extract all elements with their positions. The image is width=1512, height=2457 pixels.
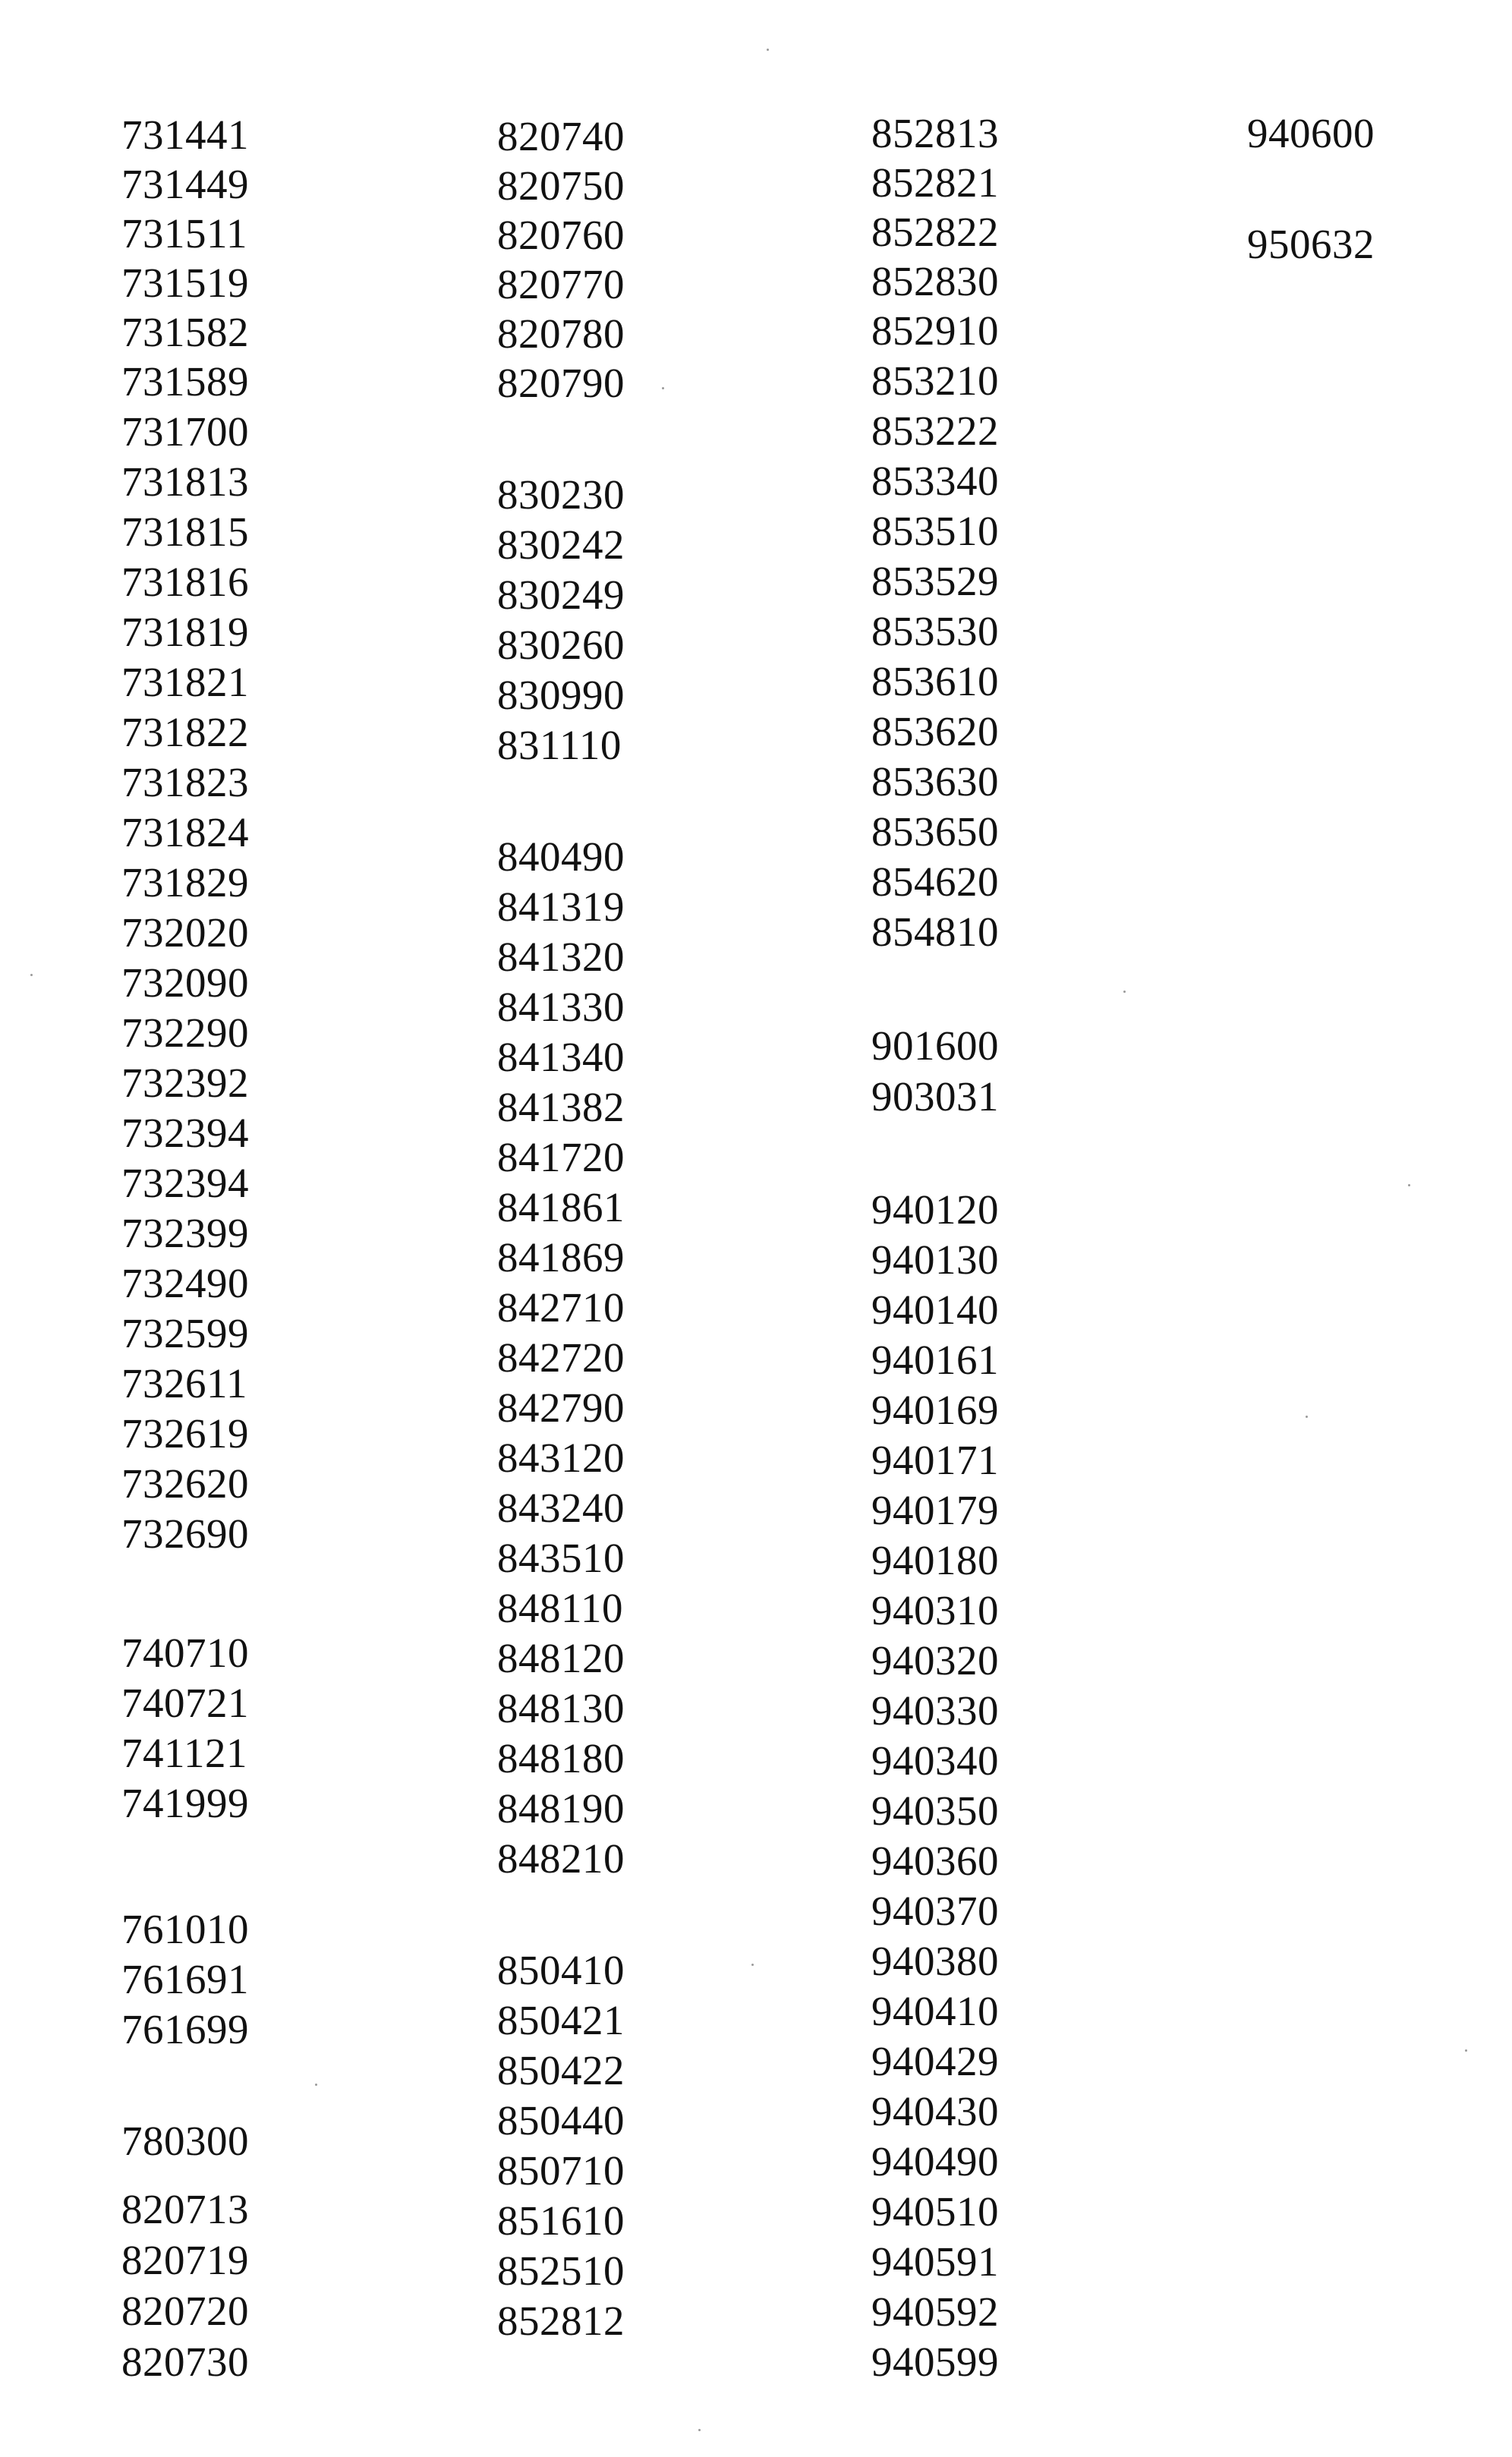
code-column-4 [1247,0,1498,2457]
list-item: 940592 [871,2288,999,2335]
list-item: 820760 [497,212,625,258]
list-item: 731822 [121,709,249,755]
list-item: 732290 [121,1010,249,1056]
list-item: 731829 [121,859,249,906]
list-item: 732490 [121,1260,249,1306]
list-item: 850710 [497,2147,625,2194]
list-item: 761691 [121,1956,249,2002]
scan-speck [315,2084,317,2086]
list-item: 940320 [871,1637,999,1684]
list-item: 731519 [121,260,249,306]
list-item: 732690 [121,1510,249,1557]
list-item: 901600 [871,1022,999,1069]
list-item: 843240 [497,1485,625,1531]
list-item: 732399 [121,1210,249,1256]
list-item: 853650 [871,808,999,855]
list-item: 940310 [871,1587,999,1633]
list-item: 732394 [121,1110,249,1156]
list-item: 940180 [871,1537,999,1583]
scan-speck [1465,2049,1467,2052]
list-item: 852822 [871,209,999,255]
list-item: 731824 [121,809,249,855]
list-item: 740721 [121,1680,249,1726]
scan-speck [767,49,769,51]
list-item: 940171 [871,1437,999,1483]
list-item: 940599 [871,2339,999,2385]
list-item: 761010 [121,1906,249,1952]
list-item: 903031 [871,1073,999,1120]
list-item: 830249 [497,572,625,618]
list-item: 850410 [497,1947,625,1993]
list-item: 848190 [497,1785,625,1832]
list-item: 731819 [121,609,249,655]
list-item: 842710 [497,1284,625,1331]
list-item: 731441 [121,112,249,158]
list-item: 820740 [497,113,625,159]
list-item: 848180 [497,1735,625,1781]
list-item: 841330 [497,984,625,1030]
list-item: 940340 [871,1737,999,1784]
list-item: 731449 [121,161,249,207]
list-item: 820750 [497,162,625,209]
list-item: 940370 [871,1888,999,1934]
list-item: 940429 [871,2038,999,2084]
scan-speck [1123,991,1126,993]
list-item: 740710 [121,1630,249,1676]
scan-speck [30,974,33,976]
list-item: 940410 [871,1988,999,2034]
list-item: 940169 [871,1387,999,1433]
list-item: 853610 [871,658,999,704]
list-item: 820790 [497,360,625,406]
list-item: 731815 [121,509,249,555]
list-item: 842720 [497,1334,625,1381]
list-item: 731816 [121,559,249,605]
scan-speck [1306,1416,1308,1418]
list-item: 741121 [121,1730,247,1776]
list-item: 851610 [497,2197,625,2244]
list-item: 940350 [871,1788,999,1834]
list-item: 732090 [121,959,249,1006]
list-item: 841382 [497,1084,625,1130]
list-item: 820780 [497,310,625,357]
list-item: 853222 [871,408,999,454]
list-item: 940430 [871,2088,999,2134]
list-item: 731582 [121,309,249,355]
list-item: 732611 [121,1360,247,1406]
list-item: 940179 [871,1487,999,1533]
list-item: 940120 [871,1186,999,1233]
list-item: 940600 [1247,110,1375,156]
list-item: 761699 [121,2006,249,2052]
list-item: 852830 [871,258,999,304]
list-item: 950632 [1247,221,1375,267]
list-item: 940591 [871,2238,999,2285]
list-item: 732392 [121,1060,249,1106]
list-item: 731813 [121,458,249,505]
list-item: 850421 [497,1997,625,2043]
scan-speck [1408,1184,1410,1186]
list-item: 841340 [497,1034,625,1080]
list-item: 842790 [497,1384,625,1431]
list-item: 780300 [121,2118,249,2164]
list-item: 830260 [497,622,625,668]
list-item: 854810 [871,909,999,955]
list-item: 940330 [871,1687,999,1734]
list-item: 848110 [497,1585,623,1631]
list-item: 731823 [121,759,249,805]
code-column-1 [121,0,372,2457]
list-item: 940490 [871,2138,999,2185]
list-item: 940360 [871,1838,999,1884]
list-item: 830990 [497,672,625,718]
list-item: 853530 [871,608,999,654]
list-item: 852812 [497,2298,625,2344]
list-item: 732394 [121,1160,249,1206]
list-item: 850440 [497,2097,625,2144]
list-item: 850422 [497,2047,625,2093]
list-item: 820770 [497,261,625,307]
list-item: 731589 [121,358,249,405]
list-item: 831110 [497,722,622,768]
list-item: 940380 [871,1938,999,1984]
list-item: 840490 [497,833,625,880]
list-item: 732020 [121,909,249,956]
code-column-3 [871,0,1122,2457]
list-item: 852821 [871,159,999,206]
list-item: 841861 [497,1184,625,1230]
list-item: 820730 [121,2339,249,2385]
list-item: 843510 [497,1535,625,1581]
list-item: 940510 [871,2188,999,2235]
list-item: 731821 [121,659,249,705]
list-item: 820713 [121,2186,249,2232]
list-item: 848210 [497,1835,625,1882]
list-item: 852510 [497,2248,625,2294]
list-item: 830242 [497,521,625,568]
scan-speck [751,1964,754,1966]
list-item: 848130 [497,1685,625,1731]
list-item: 852813 [871,110,999,156]
list-item: 841319 [497,884,625,930]
list-item: 853620 [871,708,999,754]
list-item: 732599 [121,1310,249,1356]
list-item: 852910 [871,307,999,354]
list-item: 853630 [871,758,999,805]
list-item: 854620 [871,858,999,905]
list-item: 841720 [497,1134,625,1180]
list-item: 848120 [497,1635,625,1681]
list-item: 853529 [871,558,999,604]
list-item: 731511 [121,210,247,257]
list-item: 841320 [497,934,625,980]
list-item: 841869 [497,1234,625,1280]
list-item: 732620 [121,1460,249,1507]
list-item: 843120 [497,1435,625,1481]
list-item: 732619 [121,1410,249,1457]
list-item: 830230 [497,471,625,518]
list-item: 741999 [121,1780,249,1826]
list-item: 853340 [871,458,999,504]
list-item: 853510 [871,508,999,554]
list-item: 940161 [871,1337,999,1383]
scan-speck [698,2429,701,2431]
code-column-2 [497,0,748,2457]
list-item: 940140 [871,1287,999,1333]
scan-speck [662,387,664,389]
list-item: 940130 [871,1236,999,1283]
list-item: 820719 [121,2237,249,2283]
list-item: 820720 [121,2288,249,2334]
list-item: 853210 [871,358,999,404]
list-item: 731700 [121,408,249,455]
